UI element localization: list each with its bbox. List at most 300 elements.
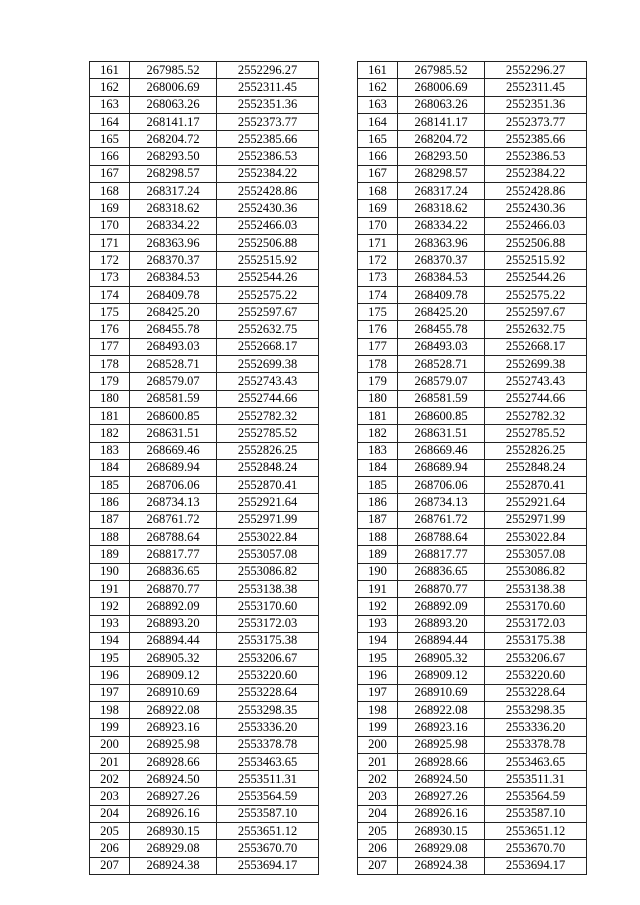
point-number-cell: 168 [358, 183, 398, 200]
x-coordinate-cell: 268925.98 [398, 736, 485, 753]
x-coordinate-cell: 268924.50 [398, 771, 485, 788]
y-coordinate-cell: 2553694.17 [485, 857, 587, 874]
x-coordinate-cell: 268927.26 [130, 788, 217, 805]
x-coordinate-cell: 268922.08 [130, 701, 217, 718]
x-coordinate-cell: 268600.85 [398, 407, 485, 424]
x-coordinate-cell: 268924.50 [130, 771, 217, 788]
y-coordinate-cell: 2553206.67 [485, 650, 587, 667]
x-coordinate-cell: 268631.51 [130, 425, 217, 442]
table-row [358, 200, 587, 217]
table-row [358, 183, 587, 200]
x-coordinate-cell: 268706.06 [398, 477, 485, 494]
y-coordinate-cell: 2553138.38 [217, 580, 319, 597]
y-coordinate-cell: 2553057.08 [485, 546, 587, 563]
y-coordinate-cell: 2553172.03 [217, 615, 319, 632]
table-row [90, 736, 319, 753]
y-coordinate-cell: 2552632.75 [485, 321, 587, 338]
x-coordinate-cell: 268579.07 [130, 373, 217, 390]
point-number-cell: 164 [90, 113, 130, 130]
x-coordinate-cell: 267985.52 [130, 62, 217, 79]
y-coordinate-cell: 2553670.70 [485, 840, 587, 857]
y-coordinate-cell: 2552466.03 [217, 217, 319, 234]
table-row [90, 234, 319, 251]
y-coordinate-cell: 2553651.12 [485, 823, 587, 840]
point-number-cell: 181 [90, 407, 130, 424]
point-number-cell: 170 [358, 217, 398, 234]
table-row [90, 217, 319, 234]
y-coordinate-cell: 2553170.60 [485, 598, 587, 615]
table-row [358, 338, 587, 355]
x-coordinate-cell: 268924.38 [398, 857, 485, 874]
point-number-cell: 169 [358, 200, 398, 217]
point-number-cell: 193 [358, 615, 398, 632]
coordinate-table-body [358, 62, 587, 875]
table-row [90, 857, 319, 874]
table-row [90, 286, 319, 303]
point-number-cell: 192 [358, 598, 398, 615]
x-coordinate-cell: 268298.57 [130, 165, 217, 182]
x-coordinate-cell: 268669.46 [130, 442, 217, 459]
x-coordinate-cell: 268581.59 [398, 390, 485, 407]
y-coordinate-cell: 2553228.64 [485, 684, 587, 701]
table-row [90, 529, 319, 546]
x-coordinate-cell: 268455.78 [130, 321, 217, 338]
table-row [358, 667, 587, 684]
point-number-cell: 185 [90, 477, 130, 494]
x-coordinate-cell: 268706.06 [130, 477, 217, 494]
y-coordinate-cell: 2552386.53 [217, 148, 319, 165]
y-coordinate-cell: 2552386.53 [485, 148, 587, 165]
point-number-cell: 182 [90, 425, 130, 442]
y-coordinate-cell: 2552785.52 [217, 425, 319, 442]
y-coordinate-cell: 2552373.77 [217, 113, 319, 130]
y-coordinate-cell: 2552870.41 [485, 477, 587, 494]
table-row [90, 252, 319, 269]
point-number-cell: 179 [358, 373, 398, 390]
point-number-cell: 201 [90, 753, 130, 770]
x-coordinate-cell: 268927.26 [398, 788, 485, 805]
x-coordinate-cell: 268870.77 [130, 580, 217, 597]
table-row [358, 615, 587, 632]
x-coordinate-cell: 268370.37 [398, 252, 485, 269]
point-number-cell: 193 [90, 615, 130, 632]
point-number-cell: 170 [90, 217, 130, 234]
y-coordinate-cell: 2552351.36 [217, 96, 319, 113]
y-coordinate-cell: 2553170.60 [217, 598, 319, 615]
y-coordinate-cell: 2553220.60 [217, 667, 319, 684]
table-row [358, 684, 587, 701]
y-coordinate-cell: 2552515.92 [485, 252, 587, 269]
x-coordinate-cell: 268425.20 [398, 304, 485, 321]
y-coordinate-cell: 2552826.25 [485, 442, 587, 459]
point-number-cell: 173 [358, 269, 398, 286]
y-coordinate-cell: 2552668.17 [217, 338, 319, 355]
point-number-cell: 183 [90, 442, 130, 459]
point-number-cell: 203 [90, 788, 130, 805]
table-row [90, 62, 319, 79]
x-coordinate-cell: 268928.66 [398, 753, 485, 770]
y-coordinate-cell: 2553206.67 [217, 650, 319, 667]
point-number-cell: 194 [90, 632, 130, 649]
table-row [358, 632, 587, 649]
table-row [358, 356, 587, 373]
table-row [358, 425, 587, 442]
y-coordinate-cell: 2552385.66 [217, 131, 319, 148]
point-number-cell: 169 [90, 200, 130, 217]
x-coordinate-cell: 268669.46 [398, 442, 485, 459]
table-row [90, 338, 319, 355]
x-coordinate-cell: 268689.94 [398, 459, 485, 476]
x-coordinate-cell: 268006.69 [130, 79, 217, 96]
point-number-cell: 197 [358, 684, 398, 701]
x-coordinate-cell: 268384.53 [398, 269, 485, 286]
table-row [358, 805, 587, 822]
x-coordinate-cell: 268761.72 [398, 511, 485, 528]
point-number-cell: 190 [358, 563, 398, 580]
y-coordinate-cell: 2553175.38 [485, 632, 587, 649]
x-coordinate-cell: 268631.51 [398, 425, 485, 442]
y-coordinate-cell: 2553651.12 [217, 823, 319, 840]
point-number-cell: 171 [358, 234, 398, 251]
y-coordinate-cell: 2553378.78 [485, 736, 587, 753]
x-coordinate-cell: 268293.50 [130, 148, 217, 165]
table-row [358, 546, 587, 563]
table-row [358, 407, 587, 424]
table-row [358, 477, 587, 494]
y-coordinate-cell: 2552385.66 [485, 131, 587, 148]
x-coordinate-cell: 268528.71 [130, 356, 217, 373]
table-row [90, 494, 319, 511]
x-coordinate-cell: 268600.85 [130, 407, 217, 424]
y-coordinate-cell: 2552971.99 [485, 511, 587, 528]
x-coordinate-cell: 268334.22 [398, 217, 485, 234]
table-row [90, 356, 319, 373]
x-coordinate-cell: 268317.24 [398, 183, 485, 200]
table-row [90, 719, 319, 736]
y-coordinate-cell: 2553511.31 [217, 771, 319, 788]
point-number-cell: 180 [358, 390, 398, 407]
point-number-cell: 190 [90, 563, 130, 580]
y-coordinate-cell: 2553463.65 [485, 753, 587, 770]
point-number-cell: 189 [90, 546, 130, 563]
y-coordinate-cell: 2553022.84 [485, 529, 587, 546]
y-coordinate-cell: 2552785.52 [485, 425, 587, 442]
table-row [358, 719, 587, 736]
y-coordinate-cell: 2553086.82 [217, 563, 319, 580]
point-number-cell: 177 [358, 338, 398, 355]
y-coordinate-cell: 2552870.41 [217, 477, 319, 494]
x-coordinate-cell: 268905.32 [130, 650, 217, 667]
point-number-cell: 174 [358, 286, 398, 303]
table-row [90, 701, 319, 718]
table-row [358, 373, 587, 390]
table-row [90, 373, 319, 390]
point-number-cell: 207 [358, 857, 398, 874]
y-coordinate-cell: 2552311.45 [485, 79, 587, 96]
y-coordinate-cell: 2553564.59 [485, 788, 587, 805]
y-coordinate-cell: 2552430.36 [485, 200, 587, 217]
table-row [358, 113, 587, 130]
x-coordinate-cell: 268909.12 [130, 667, 217, 684]
x-coordinate-cell: 268923.16 [130, 719, 217, 736]
point-number-cell: 191 [90, 580, 130, 597]
y-coordinate-cell: 2552743.43 [485, 373, 587, 390]
point-number-cell: 204 [358, 805, 398, 822]
point-number-cell: 166 [90, 148, 130, 165]
x-coordinate-cell: 268455.78 [398, 321, 485, 338]
x-coordinate-cell: 268293.50 [398, 148, 485, 165]
point-number-cell: 204 [90, 805, 130, 822]
table-row [358, 165, 587, 182]
y-coordinate-cell: 2552743.43 [217, 373, 319, 390]
x-coordinate-cell: 268893.20 [130, 615, 217, 632]
point-number-cell: 176 [90, 321, 130, 338]
x-coordinate-cell: 268894.44 [398, 632, 485, 649]
point-number-cell: 176 [358, 321, 398, 338]
point-number-cell: 179 [90, 373, 130, 390]
y-coordinate-cell: 2552826.25 [217, 442, 319, 459]
y-coordinate-cell: 2553336.20 [217, 719, 319, 736]
table-row [358, 771, 587, 788]
point-number-cell: 187 [90, 511, 130, 528]
x-coordinate-cell: 268581.59 [130, 390, 217, 407]
y-coordinate-cell: 2553086.82 [485, 563, 587, 580]
x-coordinate-cell: 268141.17 [398, 113, 485, 130]
table-row [90, 477, 319, 494]
point-number-cell: 161 [358, 62, 398, 79]
y-coordinate-cell: 2552744.66 [485, 390, 587, 407]
x-coordinate-cell: 268910.69 [130, 684, 217, 701]
point-number-cell: 166 [358, 148, 398, 165]
y-coordinate-cell: 2553228.64 [217, 684, 319, 701]
x-coordinate-cell: 268836.65 [130, 563, 217, 580]
y-coordinate-cell: 2552597.67 [485, 304, 587, 321]
y-coordinate-cell: 2552311.45 [217, 79, 319, 96]
table-row [90, 684, 319, 701]
point-number-cell: 188 [90, 529, 130, 546]
y-coordinate-cell: 2552506.88 [217, 234, 319, 251]
point-number-cell: 186 [358, 494, 398, 511]
table-row [358, 286, 587, 303]
x-coordinate-cell: 268924.38 [130, 857, 217, 874]
x-coordinate-cell: 268317.24 [130, 183, 217, 200]
table-row [90, 269, 319, 286]
y-coordinate-cell: 2552373.77 [485, 113, 587, 130]
point-number-cell: 186 [90, 494, 130, 511]
point-number-cell: 207 [90, 857, 130, 874]
y-coordinate-cell: 2552848.24 [485, 459, 587, 476]
y-coordinate-cell: 2553587.10 [485, 805, 587, 822]
table-row [90, 788, 319, 805]
table-row [358, 304, 587, 321]
table-row [90, 771, 319, 788]
x-coordinate-cell: 268363.96 [398, 234, 485, 251]
x-coordinate-cell: 268926.16 [130, 805, 217, 822]
point-number-cell: 198 [90, 701, 130, 718]
y-coordinate-cell: 2553172.03 [485, 615, 587, 632]
x-coordinate-cell: 268425.20 [130, 304, 217, 321]
point-number-cell: 202 [90, 771, 130, 788]
x-coordinate-cell: 268318.62 [398, 200, 485, 217]
x-coordinate-cell: 268204.72 [130, 131, 217, 148]
table-row [90, 407, 319, 424]
y-coordinate-cell: 2552699.38 [217, 356, 319, 373]
x-coordinate-cell: 268929.08 [398, 840, 485, 857]
point-number-cell: 177 [90, 338, 130, 355]
x-coordinate-cell: 268930.15 [130, 823, 217, 840]
point-number-cell: 184 [358, 459, 398, 476]
point-number-cell: 201 [358, 753, 398, 770]
y-coordinate-cell: 2552384.22 [485, 165, 587, 182]
table-row [90, 598, 319, 615]
table-row [358, 234, 587, 251]
x-coordinate-cell: 268063.26 [398, 96, 485, 113]
x-coordinate-cell: 268788.64 [398, 529, 485, 546]
y-coordinate-cell: 2552428.86 [485, 183, 587, 200]
y-coordinate-cell: 2553138.38 [485, 580, 587, 597]
y-coordinate-cell: 2552515.92 [217, 252, 319, 269]
table-row [90, 113, 319, 130]
table-row [90, 840, 319, 857]
y-coordinate-cell: 2552575.22 [485, 286, 587, 303]
x-coordinate-cell: 268909.12 [398, 667, 485, 684]
x-coordinate-cell: 268761.72 [130, 511, 217, 528]
point-number-cell: 205 [90, 823, 130, 840]
x-coordinate-cell: 268493.03 [130, 338, 217, 355]
y-coordinate-cell: 2552848.24 [217, 459, 319, 476]
table-row [358, 321, 587, 338]
point-number-cell: 199 [358, 719, 398, 736]
x-coordinate-cell: 268409.78 [398, 286, 485, 303]
y-coordinate-cell: 2552597.67 [217, 304, 319, 321]
point-number-cell: 196 [90, 667, 130, 684]
x-coordinate-cell: 268929.08 [130, 840, 217, 857]
point-number-cell: 198 [358, 701, 398, 718]
table-row [358, 390, 587, 407]
table-row [358, 148, 587, 165]
table-row [358, 131, 587, 148]
table-row [358, 823, 587, 840]
x-coordinate-cell: 268689.94 [130, 459, 217, 476]
table-row [358, 62, 587, 79]
point-number-cell: 206 [358, 840, 398, 857]
table-row [358, 701, 587, 718]
y-coordinate-cell: 2553298.35 [485, 701, 587, 718]
point-number-cell: 203 [358, 788, 398, 805]
table-row [358, 96, 587, 113]
point-number-cell: 174 [90, 286, 130, 303]
point-number-cell: 175 [90, 304, 130, 321]
point-number-cell: 184 [90, 459, 130, 476]
table-row [90, 183, 319, 200]
point-number-cell: 161 [90, 62, 130, 79]
x-coordinate-cell: 268298.57 [398, 165, 485, 182]
x-coordinate-cell: 268493.03 [398, 338, 485, 355]
x-coordinate-cell: 267985.52 [398, 62, 485, 79]
x-coordinate-cell: 268063.26 [130, 96, 217, 113]
point-number-cell: 181 [358, 407, 398, 424]
table-row [358, 459, 587, 476]
table-row [90, 580, 319, 597]
table-row [90, 442, 319, 459]
y-coordinate-cell: 2552506.88 [485, 234, 587, 251]
point-number-cell: 178 [90, 356, 130, 373]
point-number-cell: 199 [90, 719, 130, 736]
table-row [358, 857, 587, 874]
y-coordinate-cell: 2553220.60 [485, 667, 587, 684]
table-row [90, 79, 319, 96]
x-coordinate-cell: 268894.44 [130, 632, 217, 649]
x-coordinate-cell: 268892.09 [398, 598, 485, 615]
table-row [90, 632, 319, 649]
table-row [90, 200, 319, 217]
table-row [90, 321, 319, 338]
y-coordinate-cell: 2552428.86 [217, 183, 319, 200]
coordinate-table-left [89, 61, 319, 875]
point-number-cell: 185 [358, 477, 398, 494]
y-coordinate-cell: 2552544.26 [485, 269, 587, 286]
table-row [90, 563, 319, 580]
table-row [90, 148, 319, 165]
table-row [358, 511, 587, 528]
x-coordinate-cell: 268384.53 [130, 269, 217, 286]
y-coordinate-cell: 2552782.32 [485, 407, 587, 424]
point-number-cell: 171 [90, 234, 130, 251]
point-number-cell: 164 [358, 113, 398, 130]
point-number-cell: 162 [358, 79, 398, 96]
x-coordinate-cell: 268836.65 [398, 563, 485, 580]
x-coordinate-cell: 268870.77 [398, 580, 485, 597]
point-number-cell: 162 [90, 79, 130, 96]
x-coordinate-cell: 268788.64 [130, 529, 217, 546]
point-number-cell: 173 [90, 269, 130, 286]
table-row [90, 511, 319, 528]
table-row [358, 788, 587, 805]
y-coordinate-cell: 2552699.38 [485, 356, 587, 373]
point-number-cell: 187 [358, 511, 398, 528]
point-number-cell: 172 [90, 252, 130, 269]
y-coordinate-cell: 2552351.36 [485, 96, 587, 113]
y-coordinate-cell: 2552632.75 [217, 321, 319, 338]
y-coordinate-cell: 2552466.03 [485, 217, 587, 234]
x-coordinate-cell: 268204.72 [398, 131, 485, 148]
table-row [358, 442, 587, 459]
x-coordinate-cell: 268922.08 [398, 701, 485, 718]
point-number-cell: 200 [358, 736, 398, 753]
table-row [358, 840, 587, 857]
table-row [358, 252, 587, 269]
y-coordinate-cell: 2552384.22 [217, 165, 319, 182]
point-number-cell: 163 [90, 96, 130, 113]
y-coordinate-cell: 2553022.84 [217, 529, 319, 546]
table-row [358, 736, 587, 753]
y-coordinate-cell: 2553694.17 [217, 857, 319, 874]
table-row [90, 165, 319, 182]
y-coordinate-cell: 2553511.31 [485, 771, 587, 788]
point-number-cell: 192 [90, 598, 130, 615]
x-coordinate-cell: 268892.09 [130, 598, 217, 615]
x-coordinate-cell: 268817.77 [130, 546, 217, 563]
table-row [90, 823, 319, 840]
y-coordinate-cell: 2552575.22 [217, 286, 319, 303]
x-coordinate-cell: 268923.16 [398, 719, 485, 736]
x-coordinate-cell: 268318.62 [130, 200, 217, 217]
coordinate-table-right [357, 61, 587, 875]
y-coordinate-cell: 2552668.17 [485, 338, 587, 355]
point-number-cell: 197 [90, 684, 130, 701]
x-coordinate-cell: 268141.17 [130, 113, 217, 130]
table-row [90, 753, 319, 770]
